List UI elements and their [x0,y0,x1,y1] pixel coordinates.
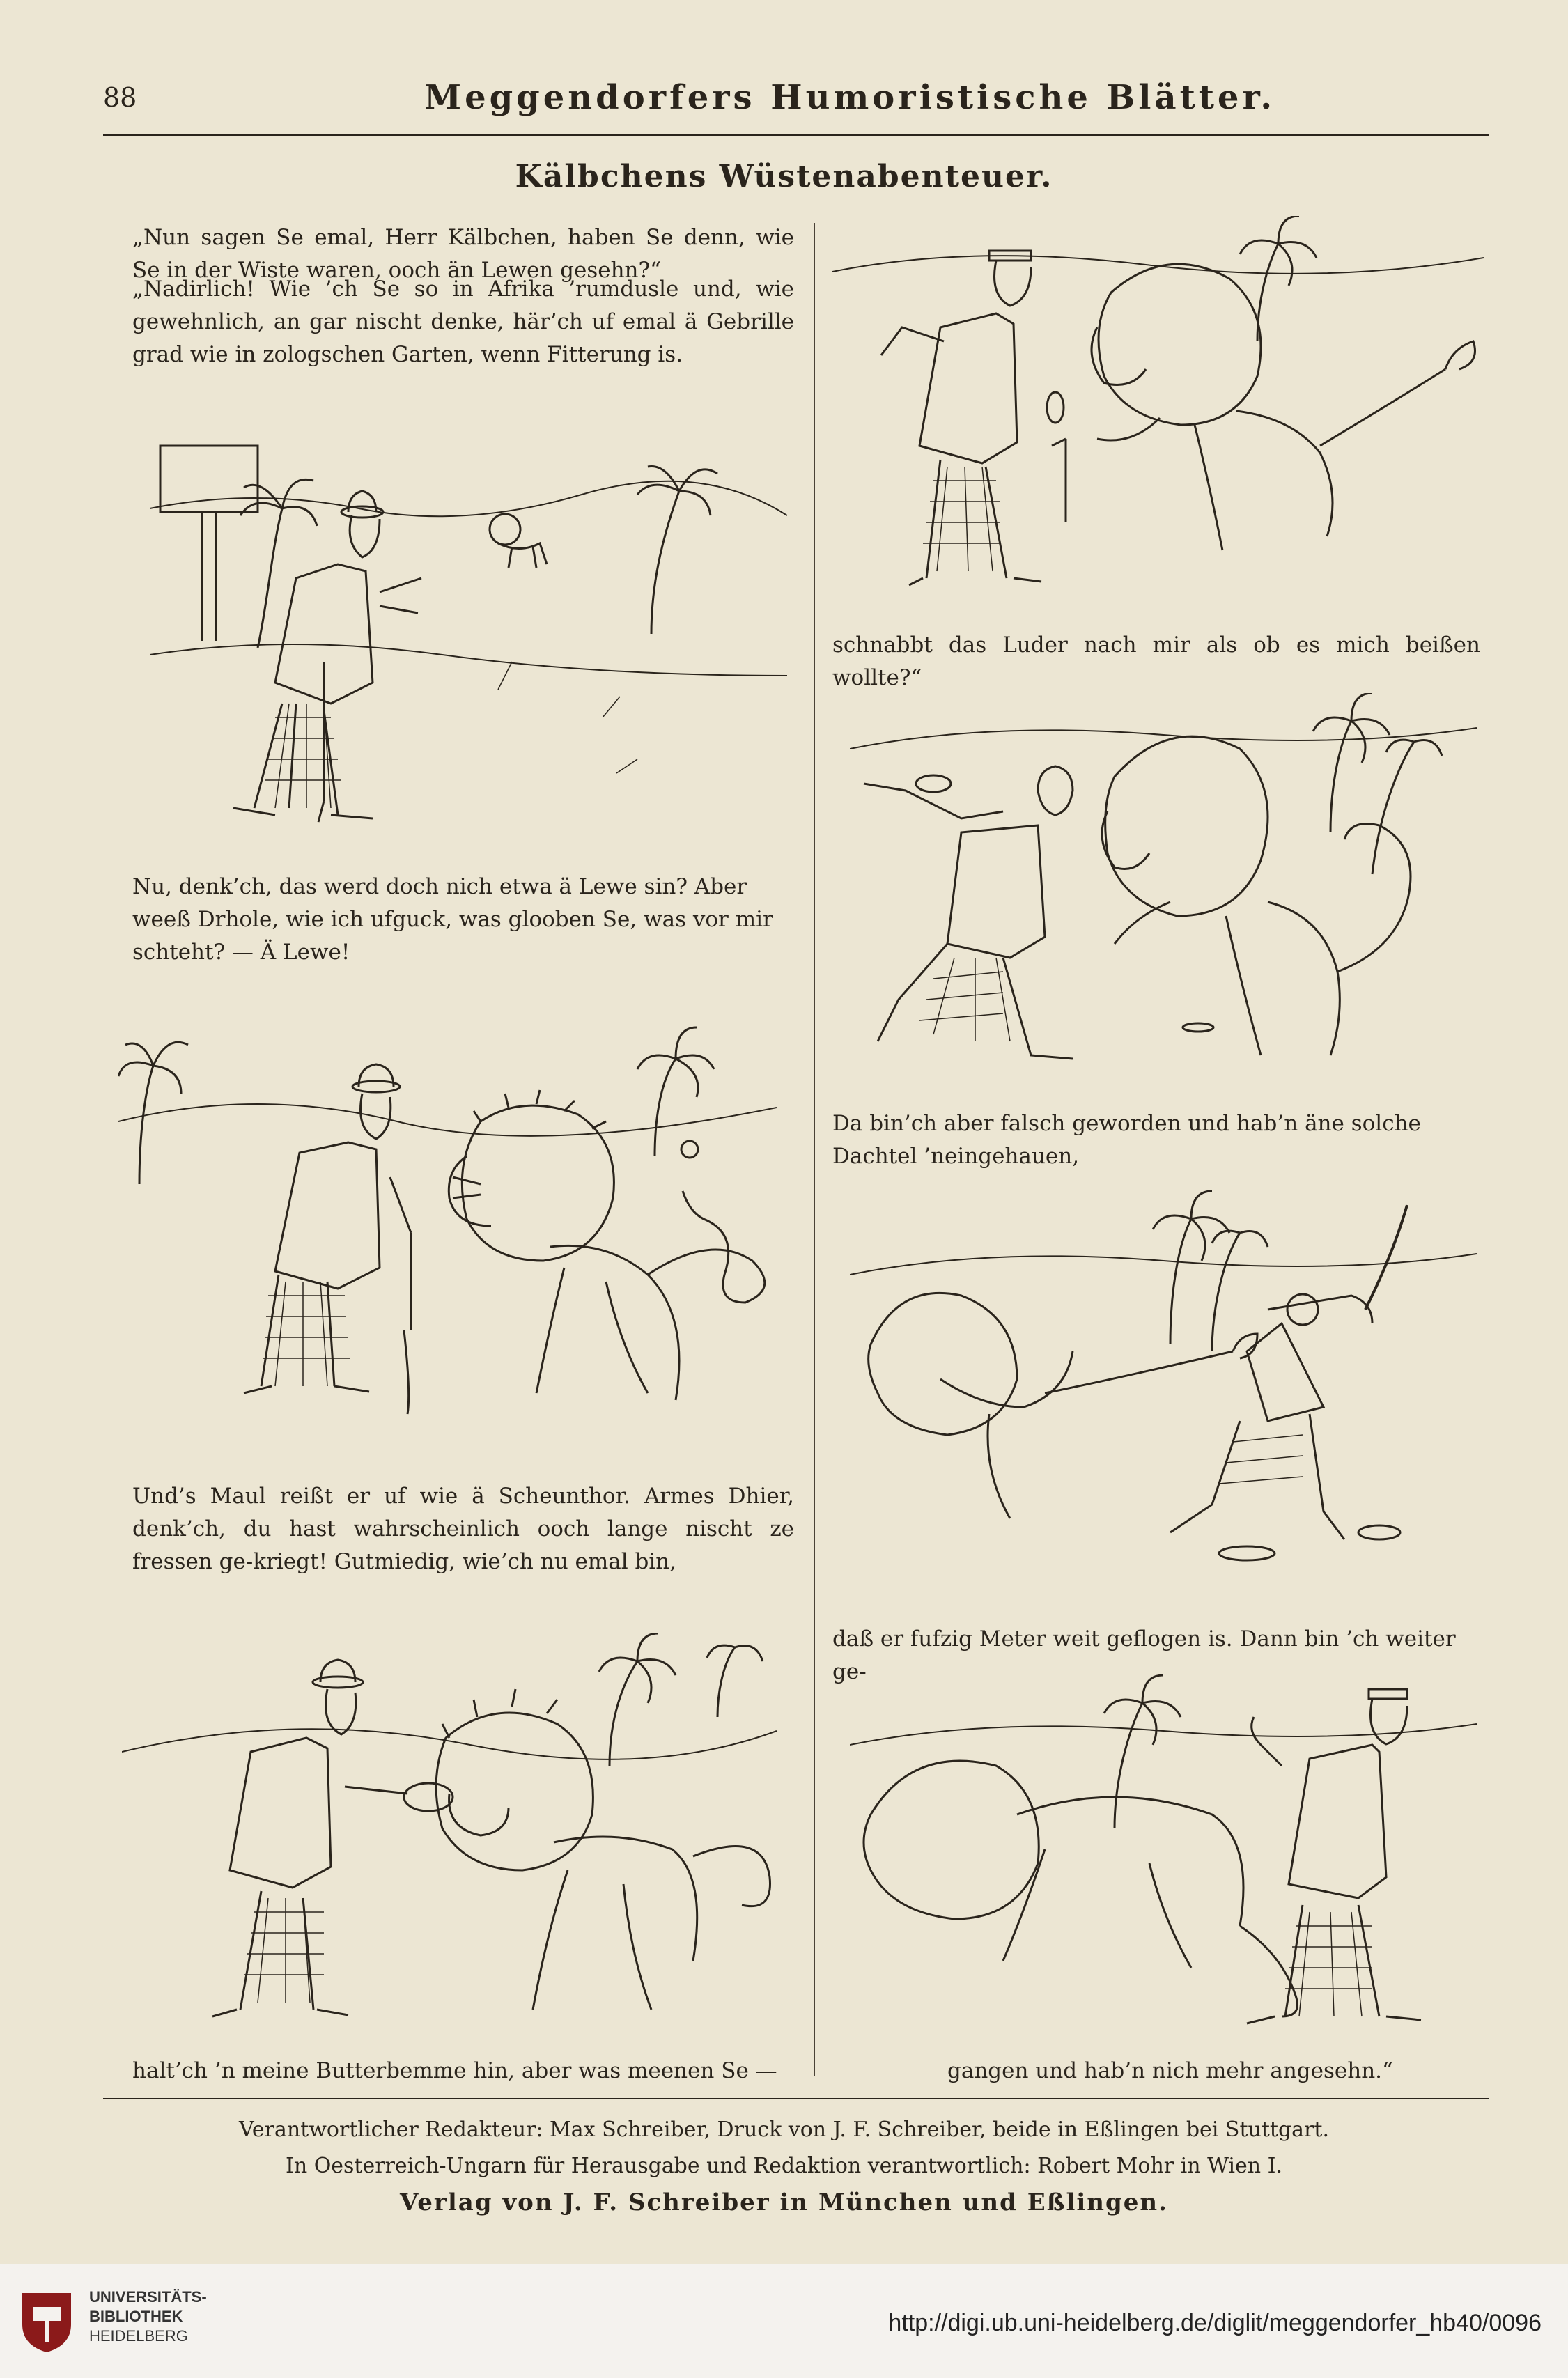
caption-right-2: Da bin’ch aber falsch geworden und hab’n äne solche Dachtel ’neingehauen, [832,1111,1421,1169]
article-title: Kälbchens Wüstenabenteuer. [515,159,1053,194]
caption-right-3: daß er fufzig Meter weit geflogen is. Dann bin ’ch weiter ge- [832,1626,1456,1684]
illustration-man-sees-distant-lion [150,425,787,836]
university-logo-icon [15,2286,78,2354]
illustration-lion-flies-away [850,1184,1477,1595]
page-number: 88 [103,82,137,113]
caption-left-2: Und’s Maul reißt er uf wie ä Scheunthor. Armes Dhier, denk’ch, du hast wahrscheinlich ooch lange nischt ze fressen ge-kriegt! Gutmiedig, wie’ch nu emal bin, [132,1484,794,1574]
library-name [89,2287,207,2346]
header-rule-top [103,134,1489,136]
library-name-line-1: UNIVERSITÄTS- [89,2288,207,2306]
caption-left-1: Nu, denk’ch, das werd doch nich etwa ä Lewe sin? Aber weeß Drhole, wie ich ufguck, was glooben Se, was vor mir schteht? — Ä Lewe! [132,874,773,965]
illustration-lion-roaring [118,1017,777,1421]
library-name-line-2: BIBLIOTHEK [89,2308,183,2325]
illustration-man-slaps-lion [850,693,1477,1083]
intro-paragraph-1: „Nun sagen Se emal, Herr Kälbchen, haben Se denn, wie Se in der Wiste waren, ooch än Lewen gesehn?“ [132,225,794,283]
library-name-line-3: HEIDELBERG [89,2327,188,2345]
source-url-link[interactable]: http://digi.ub.uni-heidelberg.de/diglit/meggendorfer_hb40/0096 [888,2310,1542,2336]
caption-right-4: gangen und hab’n nich mehr angesehn.“ [947,2058,1393,2083]
illustration-man-walks-on [850,1668,1477,2048]
illustration-man-offers-sandwich [122,1633,777,2037]
caption-left-3: halt’ch ’n meine Butterbemme hin, aber was meenen Se — [132,2058,777,2083]
footer-austria-line: In Oesterreich-Ungarn für Herausgabe und Redaktion verantwortlich: Robert Mohr in Wien I. [285,2154,1283,2178]
column-divider [814,223,815,2076]
journal-title: Meggendorfers Humoristische Blätter. [424,78,1276,117]
footer-publisher-line: Verlag von J. F. Schreiber in München und Eßlingen. [400,2189,1168,2216]
footer-rule [103,2098,1489,2099]
footer-editor-line: Verantwortlicher Redakteur: Max Schreiber, Druck von J. F. Schreiber, beide in Eßlingen bei Stuttgart. [238,2117,1329,2142]
illustration-lion-snaps [832,216,1484,603]
intro-paragraph-2: „Nadirlich! Wie ’ch Se so in Afrika ’rumdusle und, wie gewehnlich, an gar nischt denke, här’ch uf emal ä Gebrille grad wie in zologschen Garten, wenn Fitterung is. [132,277,794,367]
caption-right-1: schnabbt das Luder nach mir als ob es mich beißen wollte?“ [832,632,1480,690]
